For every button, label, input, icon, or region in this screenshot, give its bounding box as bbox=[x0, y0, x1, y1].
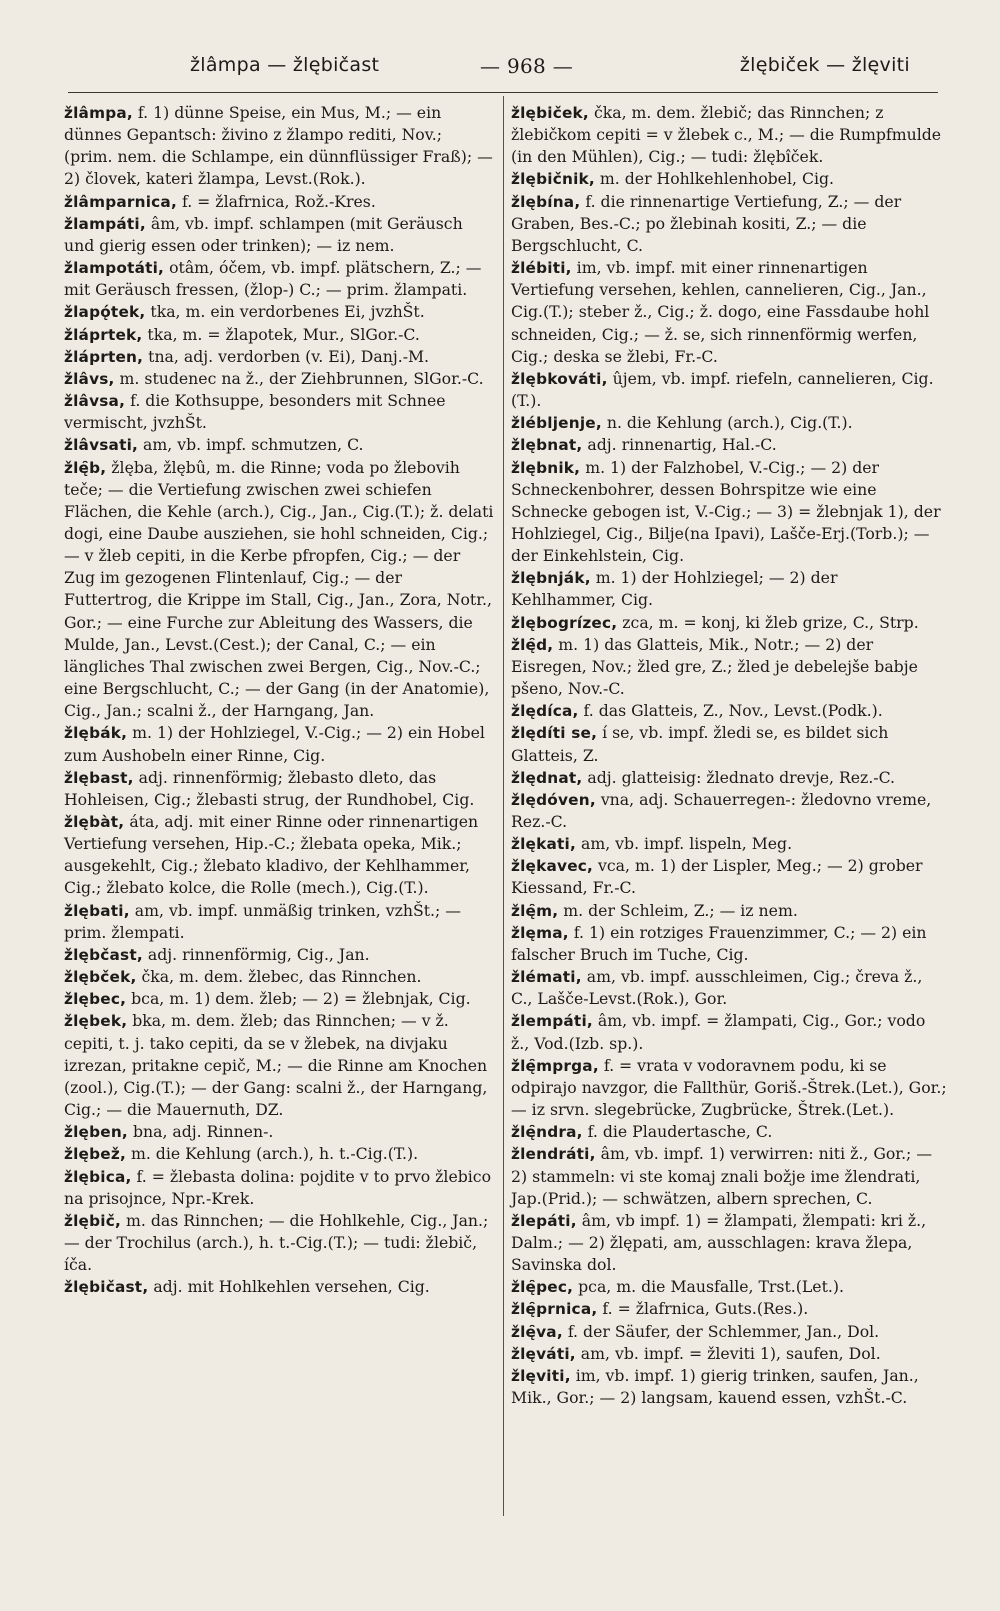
entry-definition: áta, adj. mit einer Rinne oder rinnenartigen Vertiefung versehen, Hip.-C.; žlebata opeka, Mik.; ausgekehlt, Cig.; žlebato kladivo, der Kehlhammer, Cig.; žlebato kolce, die Rolle (mech.), Cig.(T.). bbox=[64, 812, 479, 898]
entry-headword: žlębogrízec, bbox=[511, 613, 618, 632]
dictionary-entry bbox=[511, 1143, 947, 1209]
dictionary-entry bbox=[64, 767, 494, 811]
entry-headword: žlébljenje, bbox=[511, 414, 602, 433]
dictionary-entry bbox=[64, 1121, 494, 1143]
dictionary-entry bbox=[511, 833, 947, 855]
entry-headword: žlę̑b, bbox=[64, 458, 107, 477]
dictionary-entry bbox=[511, 168, 947, 190]
dictionary-entry bbox=[64, 988, 494, 1010]
dictionary-entry bbox=[64, 301, 494, 323]
entry-headword: žlębica, bbox=[64, 1167, 132, 1186]
dictionary-entry bbox=[511, 966, 947, 1010]
entry-definition: f. 1) dünne Speise, ein Mus, M.; — ein dünnes Gepantsch: živino z žlampo rediti, Nov.; (prim. nem. die Schlampe, ein dünnflüssiger Fraß); — 2) človek, kateri žlampa, Levst.(Rok.). bbox=[64, 103, 493, 189]
entry-headword: žlâvsati, bbox=[64, 436, 139, 455]
entry-definition: adj. rinnenförmig, Cig., Jan. bbox=[142, 944, 370, 964]
dictionary-entry bbox=[511, 1365, 947, 1409]
entry-definition: im, vb. impf. 1) gierig trinken, saufen, Jan., Mik., Gor.; — 2) langsam, kauend essen, vzhŠt.-C. bbox=[511, 1365, 919, 1408]
entry-headword: žlébiti, bbox=[511, 259, 572, 278]
entry-headword: žlębast, bbox=[64, 768, 134, 787]
entry-definition: f. = žlebasta dolina: pojdite v to prvo žlebico na prisojnce, Npr.-Krek. bbox=[64, 1166, 492, 1208]
entry-definition: am, vb. impf. lispeln, Meg. bbox=[575, 834, 793, 854]
entry-headword: žlębnik, bbox=[511, 458, 581, 477]
dictionary-entry bbox=[511, 412, 947, 434]
dictionary-entry bbox=[64, 900, 494, 944]
entry-headword: žlękavec, bbox=[511, 857, 594, 876]
dictionary-entry bbox=[511, 1321, 947, 1343]
entry-definition: adj. rinnenartig, Hal.-C. bbox=[582, 435, 777, 455]
entry-headword: žlę̑prnica, bbox=[511, 1300, 598, 1319]
header-left-guideword: žlâmpa — žlębičast bbox=[190, 54, 380, 76]
entry-definition: f. = žlafrnica, Guts.(Res.). bbox=[597, 1299, 809, 1319]
entry-headword: žlębati, bbox=[64, 901, 130, 920]
dictionary-entry bbox=[511, 567, 947, 611]
dictionary-entry bbox=[511, 1210, 947, 1276]
dictionary-entry bbox=[511, 257, 947, 368]
entry-headword: žlębkováti, bbox=[511, 369, 608, 388]
entry-headword: žlepáti, bbox=[511, 1211, 577, 1230]
dictionary-entry bbox=[64, 1010, 494, 1121]
entry-headword: žláprten, bbox=[64, 347, 144, 366]
entry-definition: m. das Rinnchen; — die Hohlkehle, Cig., Jan.; — der Trochilus (arch.), h. t.-Cig.(T.); — tudi: žlebič, íča. bbox=[64, 1210, 489, 1275]
page-header bbox=[60, 52, 940, 88]
entry-headword: žlę̑va, bbox=[511, 1322, 563, 1341]
entry-headword: žlębek, bbox=[64, 1012, 128, 1031]
entry-headword: žlębež, bbox=[64, 1145, 126, 1164]
entry-definition: m. der Schleim, Z.; — iz nem. bbox=[558, 900, 798, 920]
entry-headword: žlębčast, bbox=[64, 945, 143, 964]
entry-definition: zca, m. = konj, ki žleb grize, C., Strp. bbox=[617, 612, 919, 632]
entry-definition: m. 1) das Glatteis, Mik., Notr.; — 2) der Eisregen, Nov.; žled gre, Z.; žled je debelejše babje pšeno, Nov.-C. bbox=[511, 634, 918, 699]
dictionary-entry bbox=[64, 213, 494, 257]
entry-headword: žlempáti, bbox=[511, 1012, 593, 1031]
entry-definition: bna, adj. Rinnen-. bbox=[127, 1122, 274, 1142]
entry-headword: žlębičast, bbox=[64, 1278, 149, 1297]
dictionary-entry bbox=[511, 457, 947, 568]
entry-definition: m. der Hohlkehlenhobel, Cig. bbox=[594, 169, 835, 189]
entry-definition: čka, m. dem. žlebič; das Rinnchen; z žlebičkom cepiti = v žlebek c., M.; — die Rumpfmulde (in den Mühlen), Cig.; — tudi: žlębîček. bbox=[511, 103, 942, 167]
entry-definition: am, vb. impf. = žleviti 1), saufen, Dol. bbox=[575, 1343, 881, 1363]
dictionary-entry bbox=[511, 634, 947, 700]
entry-definition: n. die Kehlung (arch.), Cig.(T.). bbox=[601, 413, 853, 433]
dictionary-entry bbox=[511, 700, 947, 722]
entry-headword: žlâvs, bbox=[64, 369, 115, 388]
entry-headword: žlębína, bbox=[511, 192, 581, 211]
entry-definition: f. die rinnenartige Vertiefung, Z.; — der Graben, Bes.-C.; po žlebinah kositi, Z.; — die Bergschlucht, C. bbox=[511, 191, 902, 255]
entry-definition: m. 1) der Falzhobel, V.-Cig.; — 2) der Schneckenbohrer, dessen Bohrspitze wie eine Schnecke gebogen ist, V.-Cig.; — 3) = žlebnjak 1), der Hohlziegel, Cig., Bilje(na Ipavi), Lašče-Erj.(Torb.); — der Einkehlstein, Cig. bbox=[511, 457, 941, 566]
entry-definition: m. studenec na ž., der Ziehbrunnen, SlGor.-C. bbox=[114, 368, 484, 388]
dictionary-entry bbox=[64, 390, 494, 434]
entry-headword: žlęviti, bbox=[511, 1366, 571, 1385]
dictionary-entry bbox=[511, 722, 947, 766]
entry-definition: vca, m. 1) der Lispler, Meg.; — 2) grober Kiessand, Fr.-C. bbox=[511, 856, 923, 898]
entry-definition: í se, vb. impf. žledi se, es bildet sich Glatteis, Z. bbox=[511, 723, 889, 765]
dictionary-entry bbox=[511, 612, 947, 634]
dictionary-entry bbox=[64, 966, 494, 988]
entry-headword: žlémati, bbox=[511, 968, 582, 987]
entry-definition: adj. mit Hohlkehlen versehen, Cig. bbox=[148, 1277, 430, 1297]
dictionary-entry bbox=[511, 1343, 947, 1365]
dictionary-entry bbox=[64, 346, 494, 368]
entry-headword: žlędíti se, bbox=[511, 724, 598, 743]
entry-definition: m. 1) der Hohlziegel; — 2) der Kehlhammer, Cig. bbox=[511, 568, 838, 610]
entry-definition: tka, m. ein verdorbenes Ei, jvzhŠt. bbox=[145, 302, 425, 322]
dictionary-entry bbox=[511, 922, 947, 966]
dictionary-entry bbox=[511, 102, 947, 168]
page-number: — 968 — bbox=[480, 54, 573, 78]
entry-headword: žlapǫ́tek, bbox=[64, 303, 146, 322]
entry-definition: f. der Säufer, der Schlemmer, Jan., Dol. bbox=[562, 1321, 880, 1341]
entry-headword: žlęma, bbox=[511, 923, 569, 942]
entry-headword: žlędíca, bbox=[511, 702, 579, 721]
dictionary-entry bbox=[64, 944, 494, 966]
header-right-guideword: žlębiček — žlęviti bbox=[739, 54, 910, 76]
dictionary-entry bbox=[64, 1210, 494, 1276]
right-column bbox=[511, 102, 947, 1409]
entry-definition: am, vb. impf. ausschleimen, Cig.; čreva ž., C., Lašče-Levst.(Rok.), Gor. bbox=[511, 967, 923, 1009]
entry-headword: žláprtek, bbox=[64, 325, 143, 344]
dictionary-entry bbox=[64, 1276, 494, 1298]
entry-headword: žlę̑pec, bbox=[511, 1278, 574, 1297]
entry-definition: f. 1) ein rotziges Frauenzimmer, C.; — 2) ein falscher Bruch im Tuche, Cig. bbox=[511, 922, 927, 964]
entry-headword: žlękati, bbox=[511, 835, 576, 854]
dictionary-entry bbox=[64, 434, 494, 456]
entry-definition: adj. glatteisig: žlednato drevje, Rez.-C. bbox=[582, 767, 896, 787]
dictionary-entry bbox=[511, 1121, 947, 1143]
entry-definition: f. = žlafrnica, Rož.-Kres. bbox=[176, 191, 376, 211]
entry-headword: žlęváti, bbox=[511, 1344, 576, 1363]
entry-definition: im, vb. impf. mit einer rinnenartigen Vertiefung versehen, kehlen, cannelieren, Cig., Jan., Cig.(T.); steber ž., Cig.; ž. dogo, eine Fassdaube hohl schneiden, Cig.; — ž. se, sich rinnenförmig werfen, Cig.; deska se žlebi, Fr.-C. bbox=[511, 258, 930, 366]
entry-definition: m. die Kehlung (arch.), h. t.-Cig.(T.). bbox=[125, 1144, 419, 1164]
entry-headword: žlęben, bbox=[64, 1123, 128, 1142]
entry-definition: m. 1) der Hohlziegel, V.-Cig.; — 2) ein Hobel zum Aushobeln einer Rinne, Cig. bbox=[64, 723, 485, 765]
entry-headword: žlębec, bbox=[64, 990, 127, 1009]
entry-headword: žlampotáti, bbox=[64, 259, 165, 278]
entry-definition: čka, m. dem. žlebec, das Rinnchen. bbox=[136, 967, 422, 987]
dictionary-entry bbox=[511, 1276, 947, 1298]
dictionary-entry bbox=[511, 767, 947, 789]
entry-definition: žlęba, žlębû, m. die Rinne; voda po žlebovih teče; — die Vertiefung zwischen zwei schiefen Flächen, die Kehle (arch.), Cig., Jan., Cig.(T.); ž. delati dogi, eine Daube ausziehen, sie hohl schneiden, Cig.; — v žleb cepiti, in die Kerbe pfropfen, Cig.; — der Zug im gezogenen Flintenlauf, Cig.; — der Futtertrog, die Krippe im Stall, Cig., Jan., Zora, Notr., Gor.; — eine Furche zur Ableitung des Wassers, die Mulde, Jan., Levst.(Cest.); der Canal, C.; — ein längliches Thal zwischen zwei Bergen, Cig., Nov.-C.; eine Bergschlucht, C.; — der Gang (in der Anatomie), Cig., Jan.; scalni ž., der Harngang, Jan. bbox=[64, 457, 494, 721]
entry-definition: pca, m. die Mausfalle, Trst.(Let.). bbox=[573, 1277, 844, 1297]
dictionary-entry bbox=[511, 1298, 947, 1320]
dictionary-entry bbox=[64, 368, 494, 390]
entry-headword: žlâmparnica, bbox=[64, 192, 177, 211]
entry-headword: žlâvsa, bbox=[64, 392, 126, 411]
dictionary-entry bbox=[511, 900, 947, 922]
entry-headword: žlębnják, bbox=[511, 569, 591, 588]
entry-definition: am, vb. impf. unmäßig trinken, vzhŠt.; — prim. žlempati. bbox=[64, 900, 461, 942]
dictionary-entry bbox=[64, 257, 494, 301]
entry-headword: žlębiček, bbox=[511, 104, 589, 122]
entry-headword: žlâmpa, bbox=[64, 104, 133, 122]
left-column bbox=[64, 102, 494, 1298]
entry-headword: žlębák, bbox=[64, 724, 128, 743]
entry-headword: žlędóven, bbox=[511, 790, 596, 809]
dictionary-entry bbox=[64, 1166, 494, 1210]
dictionary-entry bbox=[511, 434, 947, 456]
entry-headword: žlębičnik, bbox=[511, 170, 595, 189]
dictionary-entry bbox=[511, 1010, 947, 1054]
entry-definition: bka, m. dem. žleb; das Rinnchen; — v ž. cepiti, t. j. tako cepiti, da se v žlebek, na divjaku izrezan, pritakne cepič, M.; — die Rinne am Knochen (zool.), Cig.(T.); — der Gang: scalni ž., der Harngang, Cig.; — die Mauernuth, DZ. bbox=[64, 1011, 488, 1120]
entry-definition: am, vb. impf. schmutzen, C. bbox=[138, 435, 364, 455]
entry-headword: žlę̑ndra, bbox=[511, 1123, 583, 1142]
entry-headword: žlębček, bbox=[64, 968, 137, 987]
dictionary-entry bbox=[511, 855, 947, 899]
dictionary-entry bbox=[511, 1055, 947, 1121]
dictionary-entry bbox=[64, 722, 494, 766]
entry-definition: f. die Kothsuppe, besonders mit Schnee vermischt, jvzhŠt. bbox=[64, 391, 446, 433]
entry-definition: âm, vb impf. 1) = žlampati, žlempati: kri ž., Dalm.; — 2) žlępati, am, ausschlagen: krava žlepa, Savinska dol. bbox=[511, 1210, 927, 1275]
entry-headword: žlędnat, bbox=[511, 768, 583, 787]
entry-definition: âm, vb. impf. = žlampati, Cig., Gor.; vodo ž., Vod.(Izb. sp.). bbox=[511, 1011, 926, 1053]
dictionary-entry bbox=[511, 368, 947, 412]
column-divider bbox=[503, 96, 504, 1516]
entry-definition: f. das Glatteis, Z., Nov., Levst.(Podk.). bbox=[578, 701, 883, 721]
entry-definition: âm, vb. impf. schlampen (mit Geräusch und gierig essen oder trinken); — iz nem. bbox=[64, 213, 463, 255]
entry-headword: žlę̑mprga, bbox=[511, 1056, 599, 1075]
dictionary-entry bbox=[64, 324, 494, 346]
entry-headword: žlębič, bbox=[64, 1211, 121, 1230]
dictionary-entry bbox=[511, 789, 947, 833]
entry-definition: tna, adj. verdorben (v. Ei), Danj.-M. bbox=[143, 346, 430, 366]
dictionary-entry bbox=[64, 457, 494, 723]
header-rule bbox=[68, 92, 938, 93]
entry-definition: otâm, óčem, vb. impf. plätschern, Z.; — mit Geräusch fressen, (žlop-) C.; — prim. žlampati. bbox=[64, 258, 482, 300]
entry-headword: žlębnat, bbox=[511, 436, 583, 455]
dictionary-entry bbox=[64, 191, 494, 213]
dictionary-entry bbox=[64, 102, 494, 191]
entry-definition: adj. rinnenförmig; žlebasto dleto, das Hohleisen, Cig.; žlebasti strug, der Rundhobel, Cig. bbox=[64, 767, 475, 809]
entry-definition: f. = vrata v vodoravnem podu, ki se odpirajo navzgor, die Fallthür, Goriš.-Štrek.(Let.), Gor.; — iz srvn. slegebrücke, Zugbrücke, Štrek.(Let.). bbox=[511, 1055, 947, 1120]
entry-definition: bca, m. 1) dem. žleb; — 2) = žlebnjak, Cig. bbox=[126, 989, 471, 1009]
entry-headword: žlębàt, bbox=[64, 813, 125, 831]
entry-definition: tka, m. = žlapotek, Mur., SlGor.-C. bbox=[142, 324, 420, 344]
entry-headword: žlampáti, bbox=[64, 214, 146, 233]
entry-definition: âm, vb. impf. 1) verwirren: niti ž., Gor.; — 2) stammeln: vi ste komaj znali božje ime žlendrati, Jap.(Prid.); — schwätzen, albern sprechen, C. bbox=[511, 1144, 933, 1208]
dictionary-entry bbox=[511, 191, 947, 257]
dictionary-entry bbox=[64, 1143, 494, 1165]
dictionary-entry bbox=[64, 811, 494, 900]
entry-definition: vna, adj. Schauerregen-: žledovno vreme, Rez.-C. bbox=[511, 789, 932, 831]
entry-definition: ûjem, vb. impf. riefeln, cannelieren, Cig.(T.). bbox=[511, 368, 934, 411]
entry-headword: žlę̑m, bbox=[511, 901, 559, 920]
entry-headword: žlę̑d, bbox=[511, 635, 554, 654]
entry-headword: žlendráti, bbox=[511, 1145, 596, 1164]
entry-definition: f. die Plaudertasche, C. bbox=[582, 1122, 773, 1142]
